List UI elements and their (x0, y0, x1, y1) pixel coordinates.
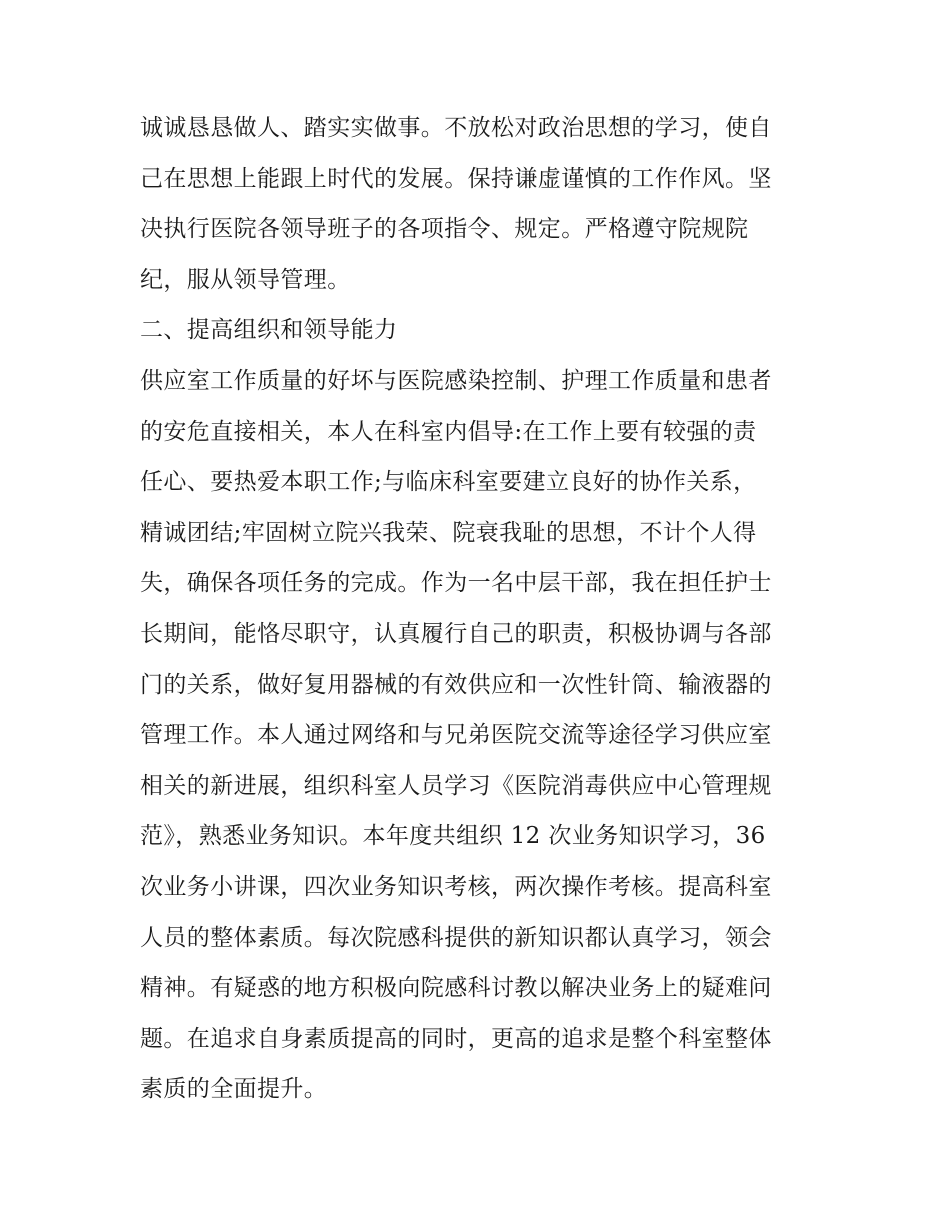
text-line: 任心、要热爱本职工作;与临床科室要建立良好的协作关系， (140, 469, 757, 496)
text-line: 次业务小讲课，四次业务知识考核，两次操作考核。提高科室 (140, 873, 772, 900)
text-line: 己在思想上能跟上时代的发展。保持谦虚谨慎的工作作风。坚 (140, 165, 772, 192)
text-line: 人员的整体素质。每次院感科提供的新知识都认真学习，领会 (140, 924, 772, 951)
text-line: 精诚团结;牢固树立院兴我荣、院衰我耻的思想，不计个人得 (140, 519, 757, 546)
text-line: 相关的新进展，组织科室人员学习《医院消毒供应中心管理规 (140, 772, 772, 799)
text-line: 范》，熟悉业务知识。本年度共组织 12 次业务知识学习，36 (140, 823, 766, 850)
text-line: 决执行医院各领导班子的各项指令、规定。严格遵守院规院 (140, 216, 749, 243)
section-heading: 二、提高组织和领导能力 (140, 317, 398, 344)
text-line: 失，确保各项任务的完成。作为一名中层干部，我在担任护士 (140, 570, 772, 597)
text-line: 素质的全面提升。 (140, 1076, 328, 1103)
text-line: 诚诚恳恳做人、踏实实做事。不放松对政治思想的学习，使自 (140, 115, 772, 141)
text-line: 长期间，能恪尽职守，认真履行自己的职责，积极协调与各部 (140, 620, 772, 647)
text-line: 供应室工作质量的好坏与医院感染控制、护理工作质量和患者 (140, 367, 772, 394)
text-line: 精神。有疑惑的地方积极向院感科讨教以解决业务上的疑难问 (140, 975, 772, 1002)
text-line: 题。在追求自身素质提高的同时，更高的追求是整个科室整体 (140, 1025, 772, 1052)
document-page (140, 103, 820, 1115)
text-line: 的安危直接相关，本人在科室内倡导:在工作上要有较强的责 (140, 418, 757, 445)
text-line: 门的关系，做好复用器械的有效供应和一次性针筒、输液器的 (140, 671, 772, 698)
text-line: 纪，服从领导管理。 (140, 266, 351, 293)
text-line: 管理工作。本人通过网络和与兄弟医院交流等途径学习供应室 (140, 722, 772, 749)
